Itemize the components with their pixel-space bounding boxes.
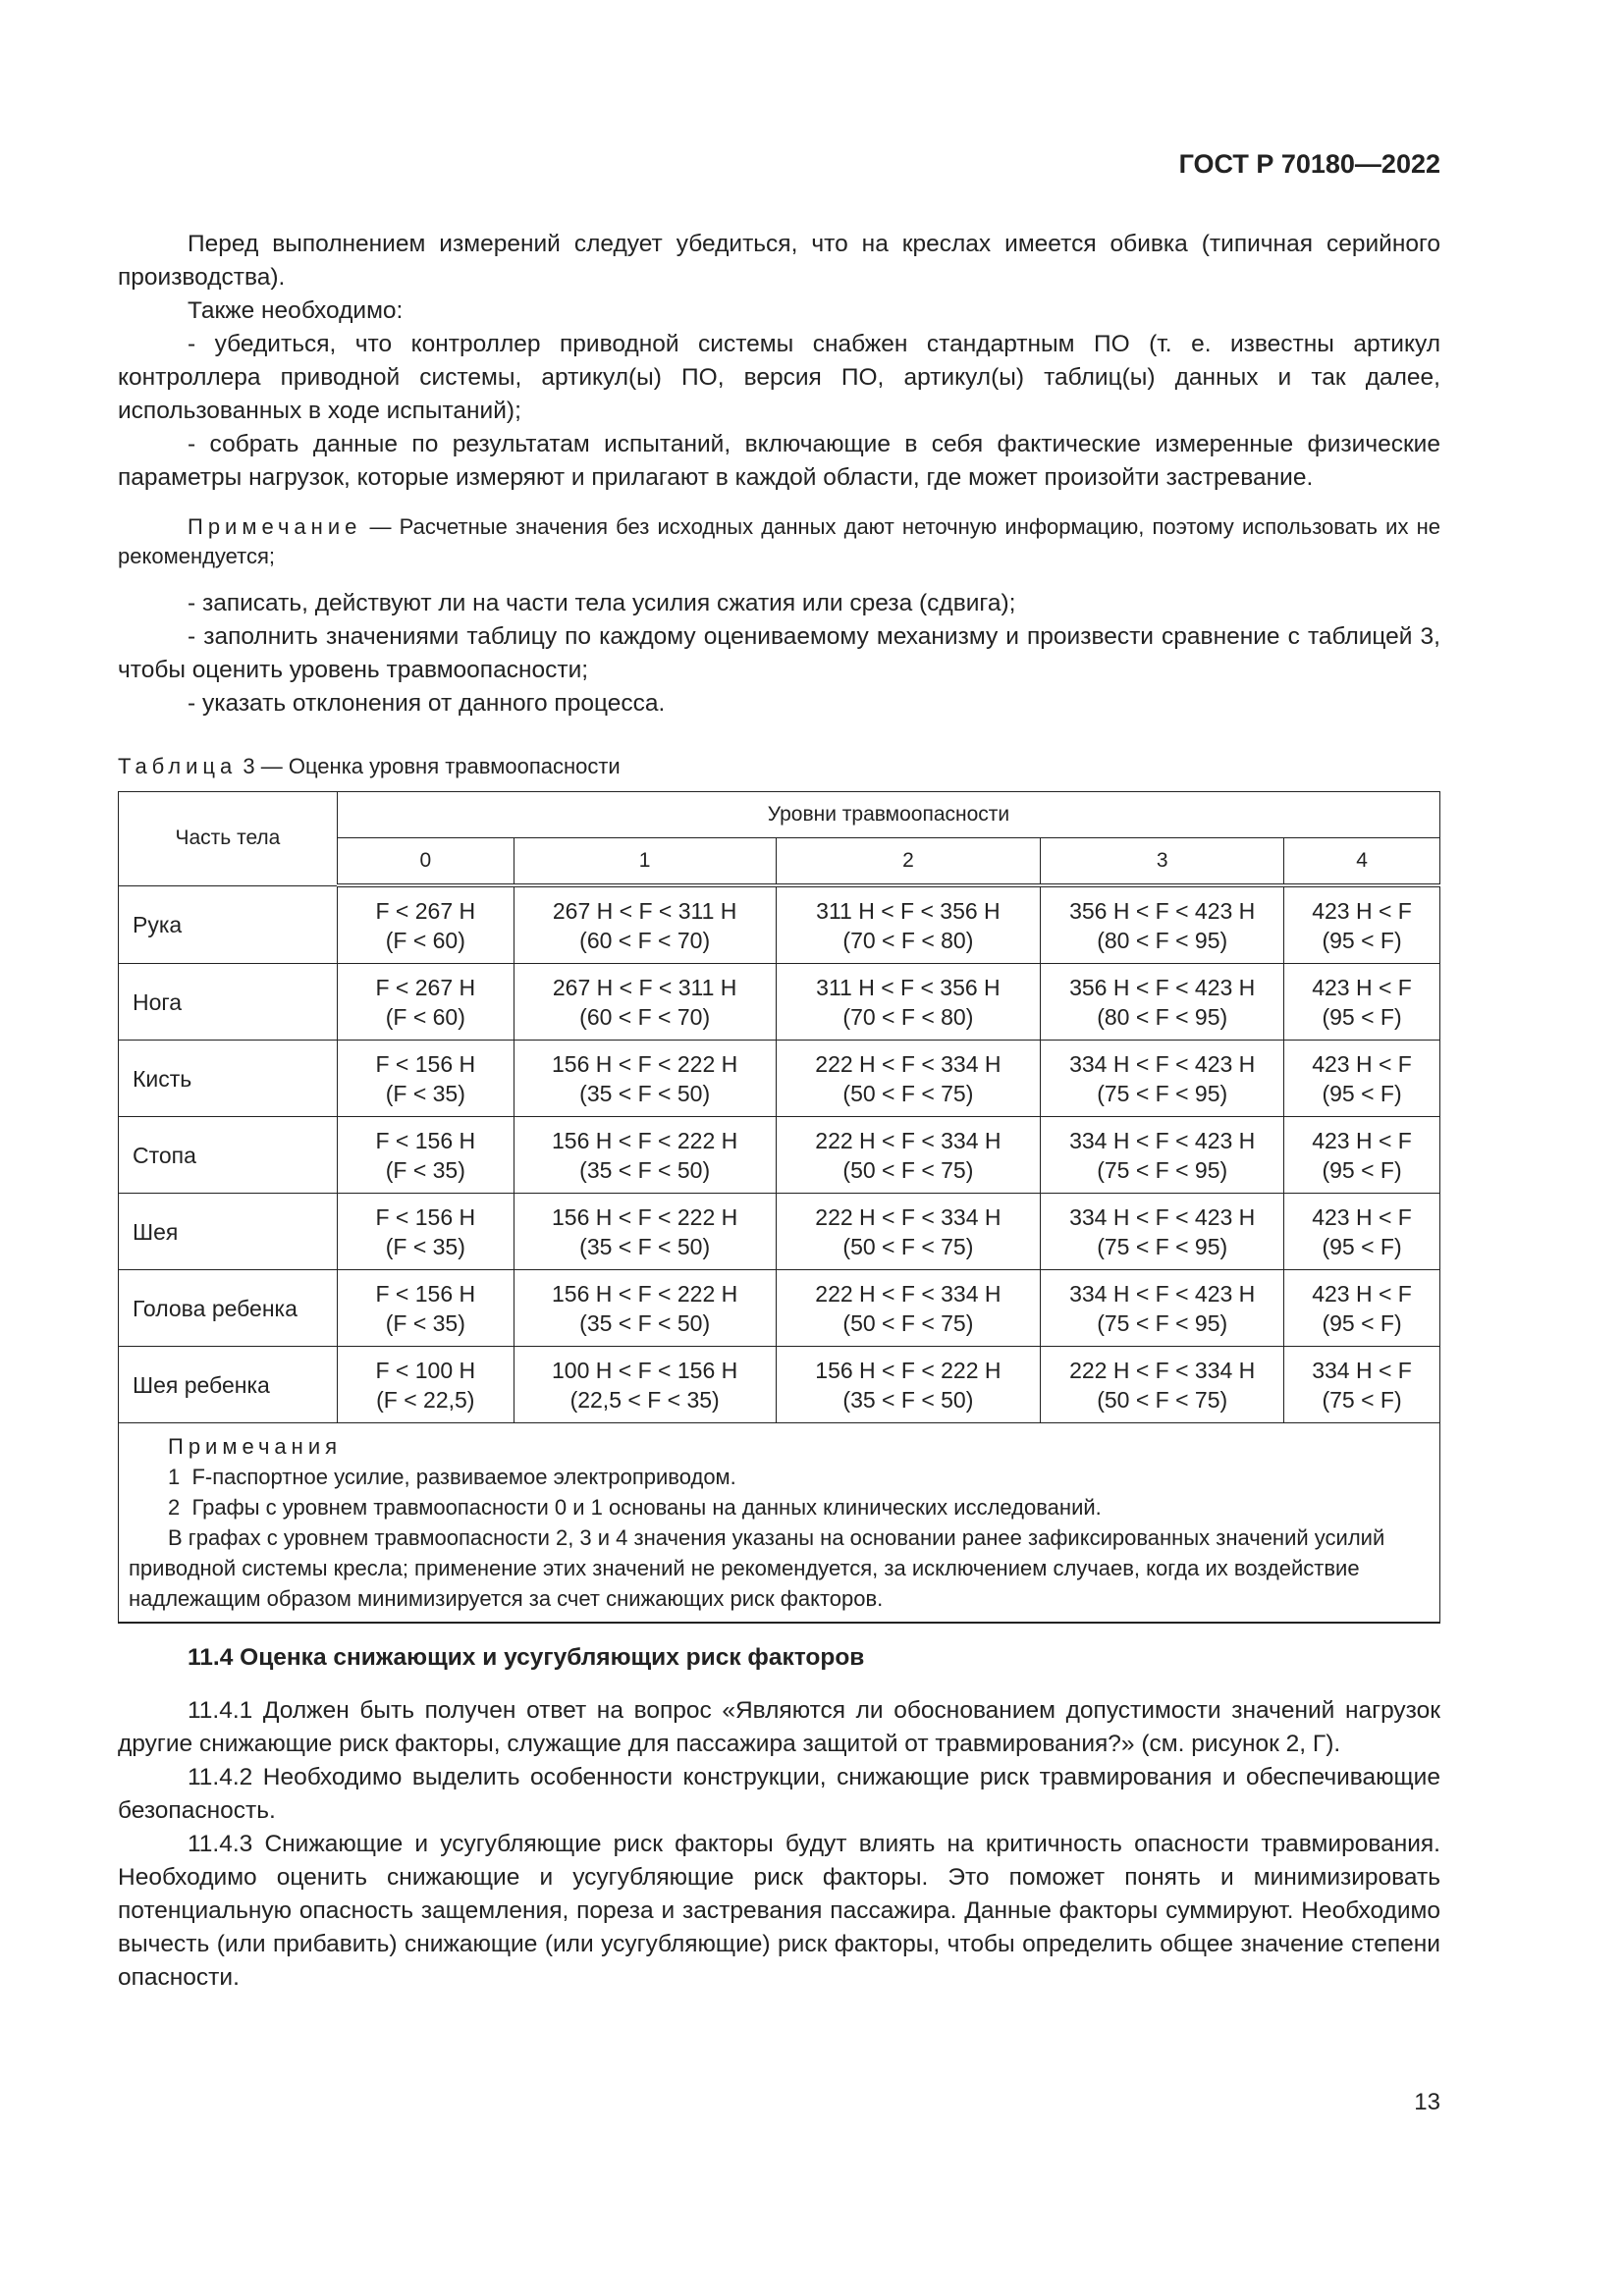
- threshold-cell: [1041, 1270, 1284, 1347]
- notes-title: Примечания: [168, 1434, 343, 1459]
- body-part-cell: Стопа: [119, 1117, 338, 1194]
- threshold-cell: [514, 964, 776, 1041]
- threshold-line: (80 < F < 95): [1097, 1003, 1228, 1030]
- threshold-line: (F < 35): [385, 1156, 465, 1183]
- threshold-cell: [514, 1117, 776, 1194]
- threshold-line: 423 Н < F: [1312, 1203, 1412, 1230]
- body-part-cell: Рука: [119, 885, 338, 964]
- table-note: В графах с уровнем травмоопасности 2, 3 и 4 значения указаны на основании ранее зафиксированных значений усилий приводной системы кресла; применение этих значений не рекомендуется, за исключением случаев, когда их воздействие надлежащим образом минимизируется за счет снижающих риск факторов.: [129, 1525, 1391, 1611]
- injury-risk-table: [118, 791, 1440, 1624]
- threshold-line: 423 Н < F: [1312, 1050, 1412, 1077]
- caption-text: 3 — Оценка уровня травмоопасности: [237, 754, 621, 778]
- threshold-cell: [514, 1194, 776, 1270]
- threshold-line: 100 Н < F < 156 Н: [552, 1357, 738, 1383]
- threshold-line: 334 Н < F: [1312, 1357, 1412, 1383]
- threshold-line: (50 < F < 75): [842, 1156, 974, 1183]
- threshold-line: (60 < F < 70): [579, 1003, 711, 1030]
- threshold-line: 334 Н < F < 423 Н: [1069, 1280, 1256, 1307]
- paragraph: Также необходимо:: [188, 297, 404, 324]
- paragraph: 11.4.1 Должен быть получен ответ на вопрос «Являются ли обоснованием допустимости значений нагрузок другие снижающие риск факторы, служащие для пассажира защитой от травмирования?» (см. рисунок 2, Г).: [118, 1697, 1440, 1757]
- threshold-line: (95 < F): [1322, 1003, 1402, 1030]
- table-row: [119, 964, 1440, 1041]
- body-part-cell: Голова ребенка: [119, 1270, 338, 1347]
- threshold-cell: [776, 1347, 1041, 1423]
- threshold-line: (75 < F < 95): [1097, 1309, 1228, 1336]
- table-row: [119, 1117, 1440, 1194]
- threshold-cell: [1041, 1194, 1284, 1270]
- threshold-line: (95 < F): [1322, 927, 1402, 953]
- table-row: [119, 885, 1440, 964]
- threshold-cell: [1284, 1194, 1440, 1270]
- threshold-cell: [514, 1270, 776, 1347]
- threshold-cell: [1041, 1347, 1284, 1423]
- threshold-cell: [776, 1194, 1041, 1270]
- threshold-line: 222 Н < F < 334 Н: [815, 1203, 1001, 1230]
- threshold-line: 222 Н < F < 334 Н: [815, 1050, 1001, 1077]
- header-level: 0: [337, 838, 514, 886]
- threshold-line: 423 Н < F: [1312, 974, 1412, 1000]
- threshold-line: (75 < F < 95): [1097, 1233, 1228, 1259]
- threshold-cell: [514, 1041, 776, 1117]
- threshold-line: (50 < F < 75): [1097, 1386, 1228, 1413]
- threshold-line: 267 Н < F < 311 Н: [552, 974, 737, 1000]
- threshold-line: (35 < F < 50): [579, 1233, 711, 1259]
- threshold-line: 156 Н < F < 222 Н: [815, 1357, 1001, 1383]
- threshold-cell: [776, 1117, 1041, 1194]
- table-row: [119, 1347, 1440, 1423]
- threshold-line: 156 Н < F < 222 Н: [552, 1050, 738, 1077]
- threshold-cell: [776, 1041, 1041, 1117]
- threshold-line: 156 Н < F < 222 Н: [552, 1203, 738, 1230]
- paragraph: - записать, действуют ли на части тела усилия сжатия или среза (сдвига);: [188, 590, 1016, 616]
- threshold-cell: [337, 885, 514, 964]
- paragraph: - убедиться, что контроллер приводной системы снабжен стандартным ПО (т. е. известны артикул контроллера приводной системы, артикул(ы) ПО, версия ПО, артикул(ы) таблиц(ы) данных и так далее, использованных в ходе испытаний);: [118, 331, 1440, 424]
- threshold-line: (50 < F < 75): [842, 1080, 974, 1106]
- threshold-cell: [337, 1041, 514, 1117]
- table-note: 1 F-паспортное усилие, развиваемое электроприводом.: [168, 1465, 736, 1489]
- threshold-line: (95 < F): [1322, 1233, 1402, 1259]
- table-row: [119, 1041, 1440, 1117]
- threshold-cell: [1284, 964, 1440, 1041]
- header-body-part: Часть тела: [119, 792, 338, 886]
- threshold-cell: [514, 1347, 776, 1423]
- threshold-line: F < 100 Н: [375, 1357, 476, 1383]
- threshold-line: (35 < F < 50): [842, 1386, 974, 1413]
- threshold-line: (80 < F < 95): [1097, 927, 1228, 953]
- threshold-line: F < 156 Н: [375, 1280, 476, 1307]
- threshold-line: (35 < F < 50): [579, 1080, 711, 1106]
- threshold-line: (F < 60): [385, 927, 465, 953]
- body-part-cell: Шея ребенка: [119, 1347, 338, 1423]
- threshold-cell: [1041, 1117, 1284, 1194]
- threshold-line: F < 156 Н: [375, 1050, 476, 1077]
- threshold-line: 222 Н < F < 334 Н: [815, 1280, 1001, 1307]
- threshold-line: F < 156 Н: [375, 1203, 476, 1230]
- threshold-line: (95 < F): [1322, 1080, 1402, 1106]
- section-heading: 11.4 Оценка снижающих и усугубляющих риск факторов: [188, 1644, 865, 1671]
- threshold-line: F < 267 Н: [375, 897, 476, 924]
- threshold-line: 311 Н < F < 356 Н: [816, 897, 1001, 924]
- threshold-line: 334 Н < F < 423 Н: [1069, 1050, 1256, 1077]
- threshold-cell: [1284, 1117, 1440, 1194]
- threshold-cell: [1284, 1041, 1440, 1117]
- threshold-line: 222 Н < F < 334 Н: [1069, 1357, 1256, 1383]
- threshold-line: (35 < F < 50): [579, 1309, 711, 1336]
- threshold-line: (75 < F < 95): [1097, 1080, 1228, 1106]
- threshold-line: (95 < F): [1322, 1309, 1402, 1336]
- threshold-line: 423 Н < F: [1312, 1127, 1412, 1153]
- threshold-line: (75 < F): [1322, 1386, 1402, 1413]
- header-level: 2: [776, 838, 1041, 886]
- threshold-line: (70 < F < 80): [842, 1003, 974, 1030]
- header-level: 4: [1284, 838, 1440, 886]
- threshold-cell: [337, 1347, 514, 1423]
- threshold-line: 334 Н < F < 423 Н: [1069, 1203, 1256, 1230]
- threshold-line: F < 156 Н: [375, 1127, 476, 1153]
- table-note: 2 Графы с уровнем травмоопасности 0 и 1 основаны на данных клинических исследований.: [168, 1495, 1102, 1520]
- threshold-cell: [1041, 885, 1284, 964]
- paragraph: - указать отклонения от данного процесса.: [188, 690, 666, 717]
- threshold-cell: [1041, 1041, 1284, 1117]
- threshold-line: (95 < F): [1322, 1156, 1402, 1183]
- caption-label: Таблица: [118, 754, 238, 778]
- threshold-line: 423 Н < F: [1312, 897, 1412, 924]
- threshold-line: (75 < F < 95): [1097, 1156, 1228, 1183]
- page-number: 13: [1414, 2089, 1440, 2115]
- threshold-line: (F < 35): [385, 1233, 465, 1259]
- threshold-line: (70 < F < 80): [842, 927, 974, 953]
- threshold-cell: [337, 1194, 514, 1270]
- threshold-line: (50 < F < 75): [842, 1309, 974, 1336]
- threshold-cell: [1284, 1347, 1440, 1423]
- body-part-cell: Шея: [119, 1194, 338, 1270]
- threshold-line: 267 Н < F < 311 Н: [552, 897, 737, 924]
- notes-row: [119, 1423, 1440, 1624]
- document-header: ГОСТ Р 70180—2022: [1178, 149, 1440, 179]
- paragraph: 11.4.3 Снижающие и усугубляющие риск факторы будут влиять на критичность опасности травмирования. Необходимо оценить снижающие и усугубляющие риск факторы. Это поможет понять и минимизировать потенциальную опасность защемления, пореза и застревания пассажира. Данные факторы суммируют. Необходимо вычесть (или прибавить) снижающие (или усугубляющие) риск факторы, чтобы определить общее значение степени опасности.: [118, 1831, 1440, 1991]
- threshold-cell: [1041, 964, 1284, 1041]
- paragraph: Перед выполнением измерений следует убедиться, что на креслах имеется обивка (типичная серийного производства).: [118, 231, 1440, 291]
- header-level: 3: [1041, 838, 1284, 886]
- body-part-cell: Кисть: [119, 1041, 338, 1117]
- threshold-line: 156 Н < F < 222 Н: [552, 1127, 738, 1153]
- table-row: [119, 1194, 1440, 1270]
- threshold-line: (60 < F < 70): [579, 927, 711, 953]
- threshold-line: (50 < F < 75): [842, 1233, 974, 1259]
- threshold-line: 356 Н < F < 423 Н: [1069, 974, 1256, 1000]
- threshold-line: (22,5 < F < 35): [569, 1386, 720, 1413]
- threshold-cell: [776, 1270, 1041, 1347]
- threshold-line: 423 Н < F: [1312, 1280, 1412, 1307]
- threshold-cell: [514, 885, 776, 964]
- threshold-line: (F < 60): [385, 1003, 465, 1030]
- table-caption: [118, 750, 1440, 783]
- threshold-line: (F < 22,5): [376, 1386, 475, 1413]
- paragraph: - заполнить значениями таблицу по каждому оцениваемому механизму и произвести сравнение с таблицей 3, чтобы оценить уровень травмоопасности;: [118, 623, 1440, 683]
- threshold-cell: [337, 964, 514, 1041]
- header-level: 1: [514, 838, 776, 886]
- threshold-line: 311 Н < F < 356 Н: [816, 974, 1001, 1000]
- threshold-cell: [1284, 1270, 1440, 1347]
- header-levels: Уровни травмоопасности: [337, 792, 1439, 838]
- paragraph: 11.4.2 Необходимо выделить особенности конструкции, снижающие риск травмирования и обеспечивающие безопасность.: [118, 1764, 1440, 1824]
- threshold-cell: [776, 885, 1041, 964]
- threshold-line: (35 < F < 50): [579, 1156, 711, 1183]
- threshold-line: 156 Н < F < 222 Н: [552, 1280, 738, 1307]
- note-label: Примечание: [188, 514, 362, 539]
- body-part-cell: Нога: [119, 964, 338, 1041]
- threshold-cell: [337, 1117, 514, 1194]
- threshold-line: (F < 35): [385, 1309, 465, 1336]
- threshold-cell: [337, 1270, 514, 1347]
- table-notes: [119, 1423, 1440, 1624]
- note-text: — Расчетные значения без исходных данных дают неточную информацию, поэтому использовать их не рекомендуется;: [118, 514, 1440, 568]
- paragraph: - собрать данные по результатам испытаний, включающие в себя фактические измеренные физические параметры нагрузок, которые измеряют и прилагают в каждой области, где может произойти застревание.: [118, 431, 1440, 491]
- threshold-cell: [776, 964, 1041, 1041]
- note: [118, 512, 1440, 571]
- threshold-cell: [1284, 885, 1440, 964]
- table-row: [119, 1270, 1440, 1347]
- threshold-line: 356 Н < F < 423 Н: [1069, 897, 1256, 924]
- threshold-line: 334 Н < F < 423 Н: [1069, 1127, 1256, 1153]
- threshold-line: F < 267 Н: [375, 974, 476, 1000]
- threshold-line: (F < 35): [385, 1080, 465, 1106]
- threshold-line: 222 Н < F < 334 Н: [815, 1127, 1001, 1153]
